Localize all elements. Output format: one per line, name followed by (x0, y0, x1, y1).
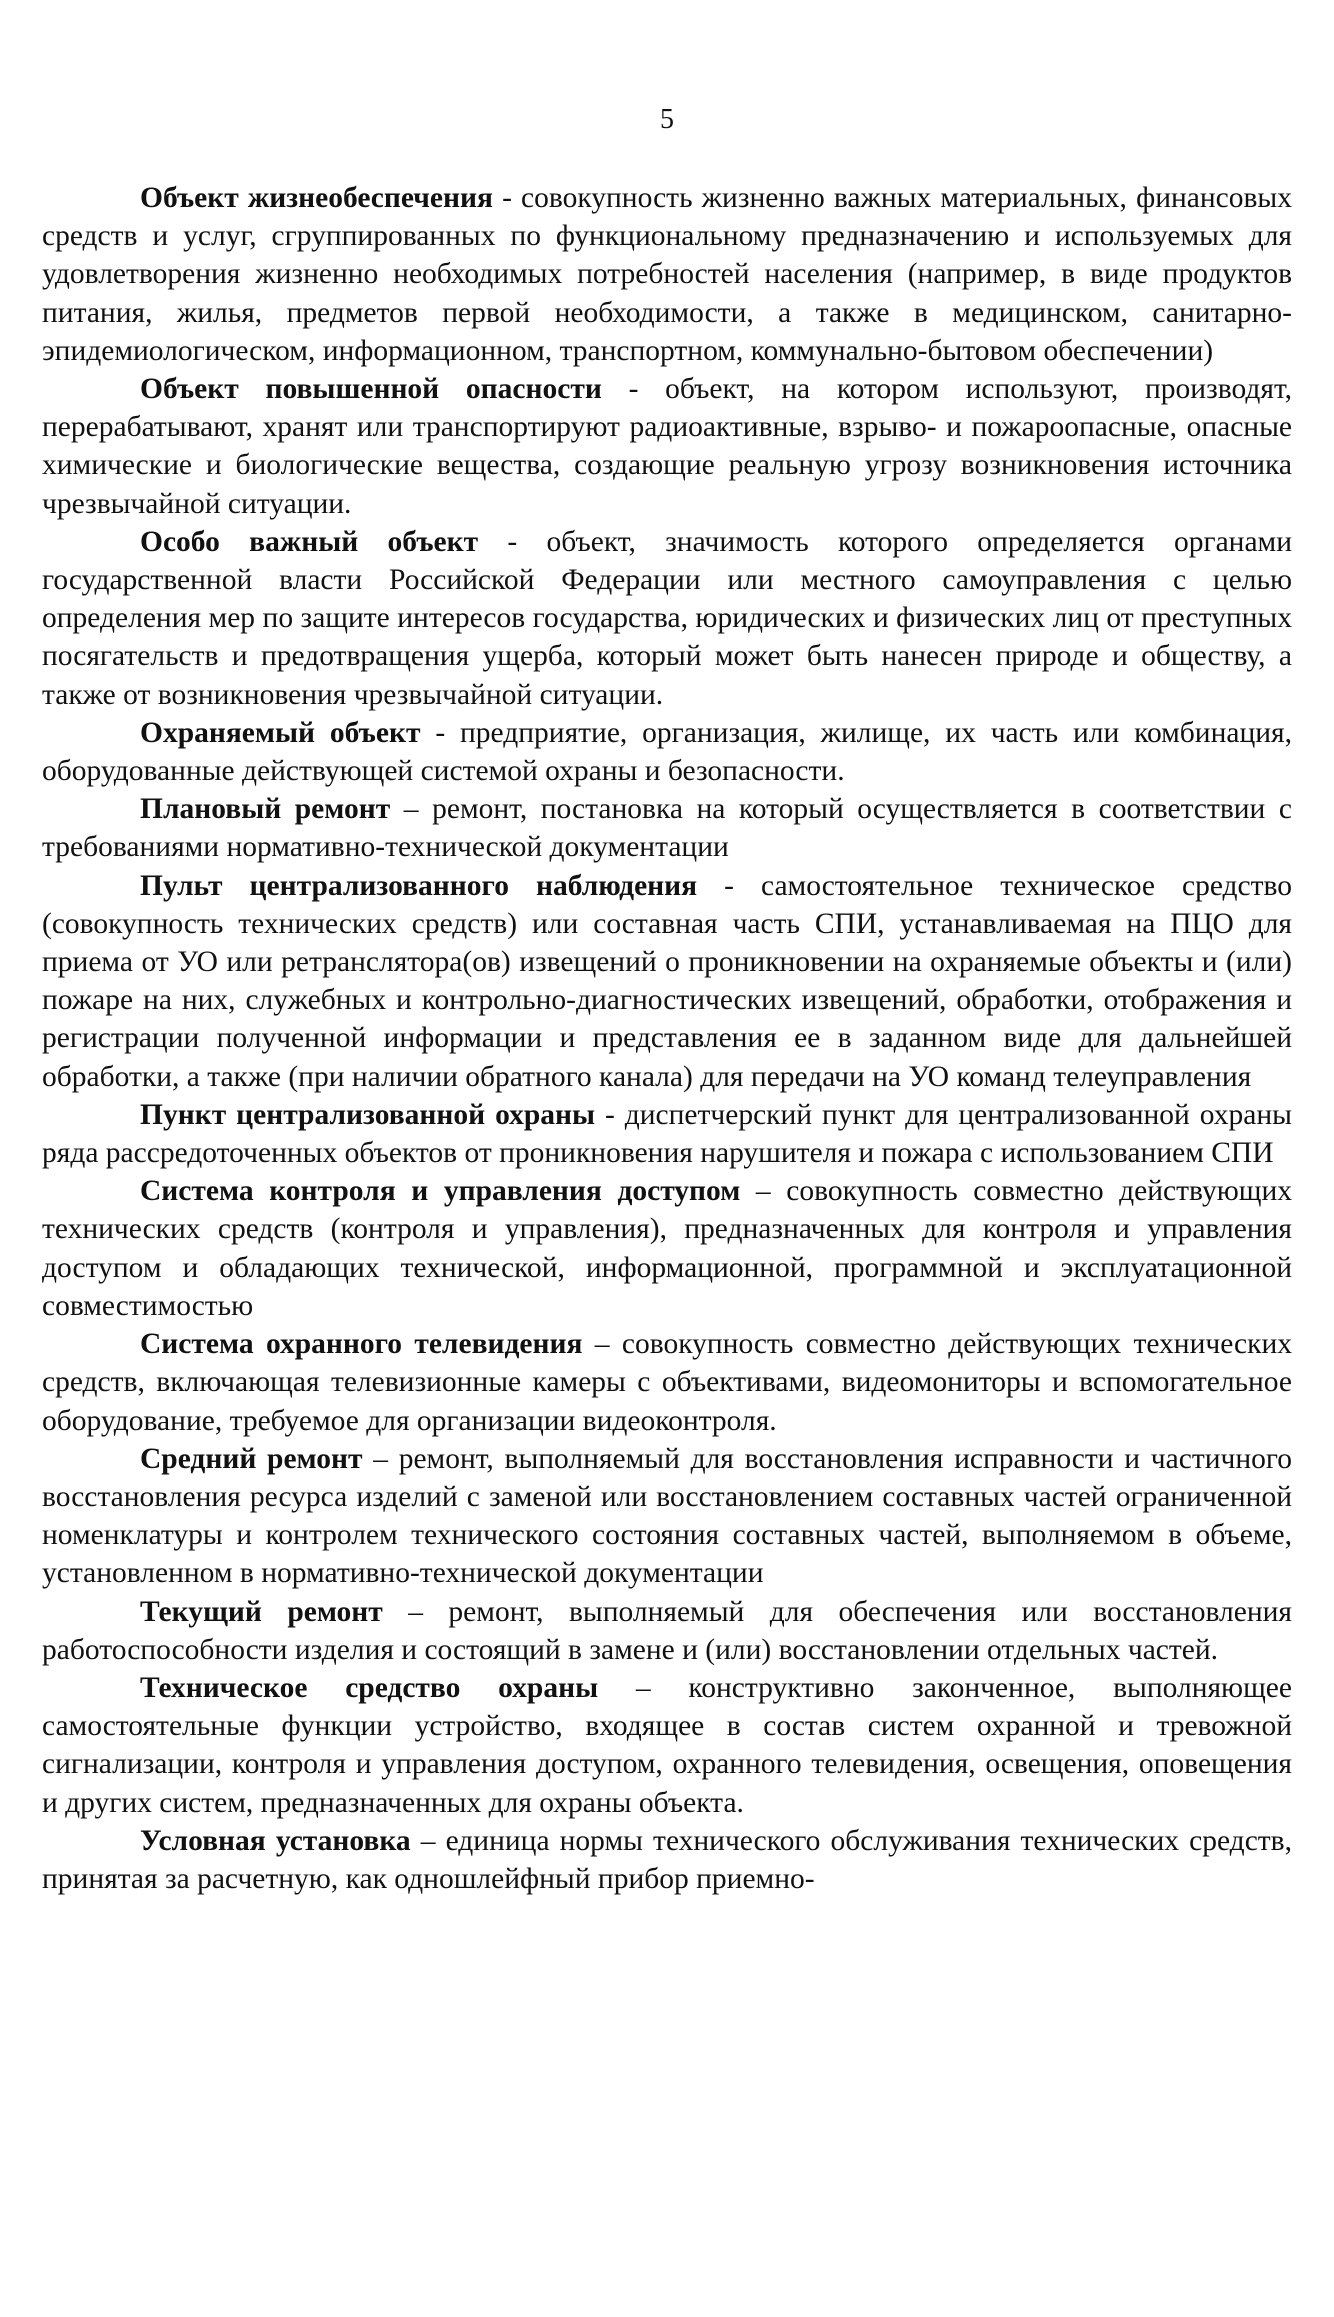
glossary-entry (42, 867, 1292, 1096)
entry-term: Система контроля и управления доступом (140, 1175, 741, 1208)
entry-definition: – ремонт, выполняемый для восстановления исправности и частичного восстановления ресурса изделий с заменой или восстановлением составных частей ограниченной номенклатуры и контролем технического состояния составных частей, выполняемом в объеме, установленном в нормативно-технической документации (42, 1442, 1292, 1590)
glossary-entry (42, 1172, 1292, 1325)
glossary-entry (42, 714, 1292, 790)
entry-term: Особо важный объект (140, 525, 479, 558)
entry-definition: – единица нормы технического обслуживания технических средств, принятая за расчетную, как одношлейфный прибор приемно- (42, 1824, 1292, 1895)
entry-term: Текущий ремонт (140, 1595, 383, 1628)
entry-definition: – ремонт, выполняемый для обеспечения или восстановления работоспособности изделия и состоящий в замене и (или) восстановлении отдельных частей. (42, 1595, 1293, 1666)
page-number: 5 (660, 104, 674, 135)
entry-definition: - предприятие, организация, жилище, их часть или комбинация, оборудованные действующей системой охраны и безопасности. (42, 716, 1292, 788)
glossary-entry (42, 523, 1292, 714)
entry-definition: - диспетчерский пункт для централизованной охраны ряда рассредоточенных объектов от проникновения нарушителя и пожара с использованием СПИ (42, 1098, 1292, 1170)
entry-term: Объект повышенной опасности (140, 373, 602, 406)
glossary-entry (42, 1822, 1292, 1898)
glossary-entry (42, 1593, 1292, 1669)
glossary-entry (42, 370, 1292, 523)
entry-term: Плановый ремонт (140, 793, 391, 826)
entry-term: Охраняемый объект (140, 716, 421, 749)
entry-definition: - самостоятельное техническое средство (совокупность технических средств) или составная часть СПИ, устанавливаемая на ПЦО для приема от УО или ретранслятора(ов) извещений о проникновении на охраняемые объекты и (или) пожаре на них, служебных и контрольно-диагностических извещений, обработки, отображения и регистрации полученной информации и представления ее в заданном виде для дальнейшей обработки, а также (при наличии обратного канала) для передачи на УО команд телеуправления (42, 869, 1293, 1093)
glossary-entry (42, 1440, 1292, 1593)
entry-term: Условная установка (140, 1824, 411, 1857)
glossary-entry (42, 790, 1292, 866)
entry-definition: – совокупность совместно действующих технических средств (контроля и управления), предназначенных для контроля и управления доступом и обладающих технической, информационной, программной и эксплуатационной совместимостью (42, 1175, 1292, 1322)
entry-term: Пульт централизованного наблюдения (140, 869, 698, 902)
entry-term: Средний ремонт (140, 1442, 363, 1475)
entry-definition: - совокупность жизненно важных материальных, финансовых средств и услуг, сгруппированных по функциональному предназначению и используемых для удовлетворения жизненно необходимых потребностей населения (например, в виде продуктов питания, жилья, предметов первой необходимости, а также в медицинском, санитарно-эпидемиологическом, информационном, транспортном, коммунально-бытовом обеспечении) (42, 182, 1292, 367)
glossary-entry (42, 1669, 1292, 1822)
entry-definition: – совокупность совместно действующих технических средств, включающая телевизионные камеры с объективами, видеомониторы и вспомогательное оборудование, требуемое для организации видеоконтроля. (42, 1328, 1293, 1437)
glossary-entry (42, 1325, 1292, 1440)
entry-definition: – ремонт, постановка на который осуществляется в соответствии с требованиями нормативно-технической документации (42, 793, 1292, 864)
entry-term: Пункт централизованной охраны (140, 1098, 596, 1131)
entry-definition: - объект, значимость которого определяется органами государственной власти Российской Федерации или местного самоуправления с целью определения мер по защите интересов государства, юридических и физических лиц от преступных посягательств и предотвращения ущерба, который может быть нанесен природе и обществу, а также от возникновения чрезвычайной ситуации. (42, 525, 1293, 711)
entry-term: Система охранного телевидения (140, 1328, 583, 1361)
entry-term: Объект жизнеобеспечения (140, 182, 493, 214)
glossary-entries (42, 179, 1292, 1898)
entry-term: Техническое средство охраны (140, 1671, 599, 1704)
glossary-entry (42, 179, 1292, 370)
entry-definition: – конструктивно законченное, выполняющее самостоятельные функции устройство, входящее в состав систем охранной и тревожной сигнализации, контроля и управления доступом, охранного телевидения, освещения, оповещения и других систем, предназначенных для охраны объекта. (42, 1671, 1292, 1819)
glossary-entry (42, 1096, 1292, 1172)
entry-definition: - объект, на котором используют, производят, перерабатывают, хранят или транспортируют радиоактивные, взрыво- и пожароопасные, опасные химические и биологические вещества, создающие реальную угрозу возникновения источника чрезвычайной ситуации. (42, 373, 1292, 520)
